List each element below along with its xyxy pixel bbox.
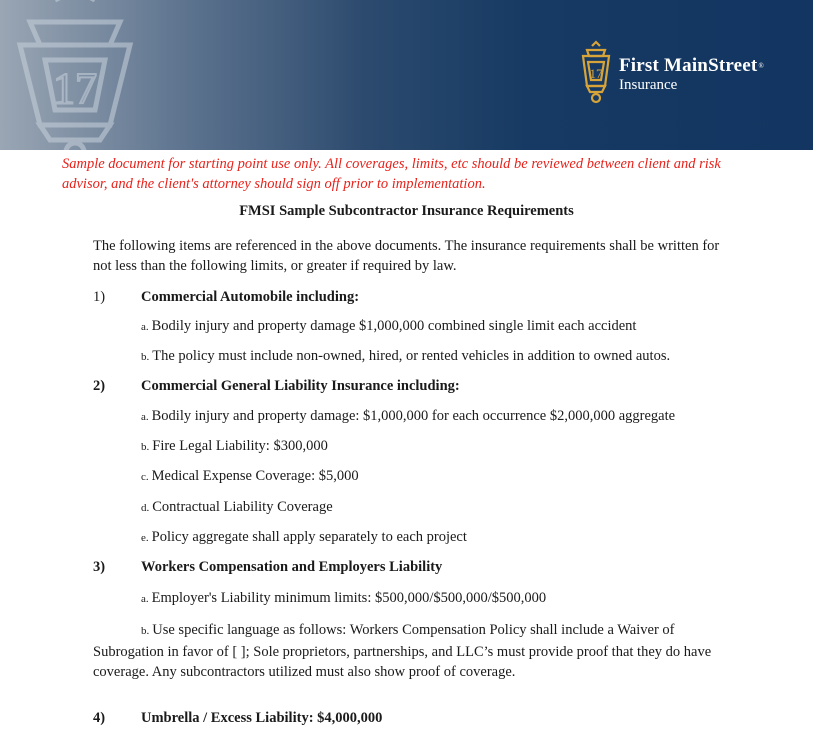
brand-logo	[579, 40, 764, 110]
list-item: b. Use specific language as follows: Workers Compensation Policy shall include a Waiver of Subrogation in favor of [ ]; Sole proprietors, partnerships, and LLC’s must provide proof that they do have coverage. Any subcontractors utilized must also show proof of coverage.	[93, 622, 712, 680]
svg-text:17: 17	[53, 64, 97, 113]
list-item: d. Contractual Liability Coverage	[141, 499, 333, 515]
lantern-logo-icon	[579, 40, 613, 110]
list-item: c. Medical Expense Coverage: $5,000	[141, 468, 359, 484]
list-item: b. The policy must include non-owned, hired, or rented vehicles in addition to owned autos.	[141, 348, 671, 364]
disclaimer-text: Sample document for starting point use only. All coverages, limits, etc should be reviewed between client and risk advisor, and the client's attorney should sign off prior to implementation.	[62, 156, 721, 192]
list-item: a. Bodily injury and property damage: $1,000,000 for each occurrence $2,000,000 aggregate	[141, 408, 676, 424]
section-title: Commercial Automobile including:	[141, 289, 360, 305]
document-title: FMSI Sample Subcontractor Insurance Requirements	[239, 203, 574, 219]
svg-text:17: 17	[589, 66, 603, 81]
section-title: Commercial General Liability Insurance including:	[141, 378, 460, 394]
section-title: Workers Compensation and Employers Liability	[141, 559, 443, 575]
section-number: 3)	[93, 559, 106, 575]
section-number: 4)	[93, 710, 106, 726]
intro-paragraph: The following items are referenced in the above documents. The insurance requirements shall be written for not less than the following limits, or greater if required by law.	[93, 238, 720, 274]
section-number: 1)	[93, 289, 106, 305]
header-banner	[0, 0, 813, 150]
list-item: a. Employer's Liability minimum limits: $500,000/$500,000/$500,000	[141, 590, 547, 606]
list-item: a. Bodily injury and property damage $1,000,000 combined single limit each accident	[141, 318, 637, 334]
list-item: e. Policy aggregate shall apply separately to each project	[141, 529, 467, 545]
brand-subtitle: Insurance	[619, 77, 678, 93]
brand-name: First MainStreet®	[619, 55, 764, 76]
list-item: b. Fire Legal Liability: $300,000	[141, 438, 328, 454]
lantern-watermark-icon	[0, 0, 150, 150]
section-number: 2)	[93, 378, 106, 394]
section-title: Umbrella / Excess Liability: $4,000,000	[141, 710, 383, 726]
